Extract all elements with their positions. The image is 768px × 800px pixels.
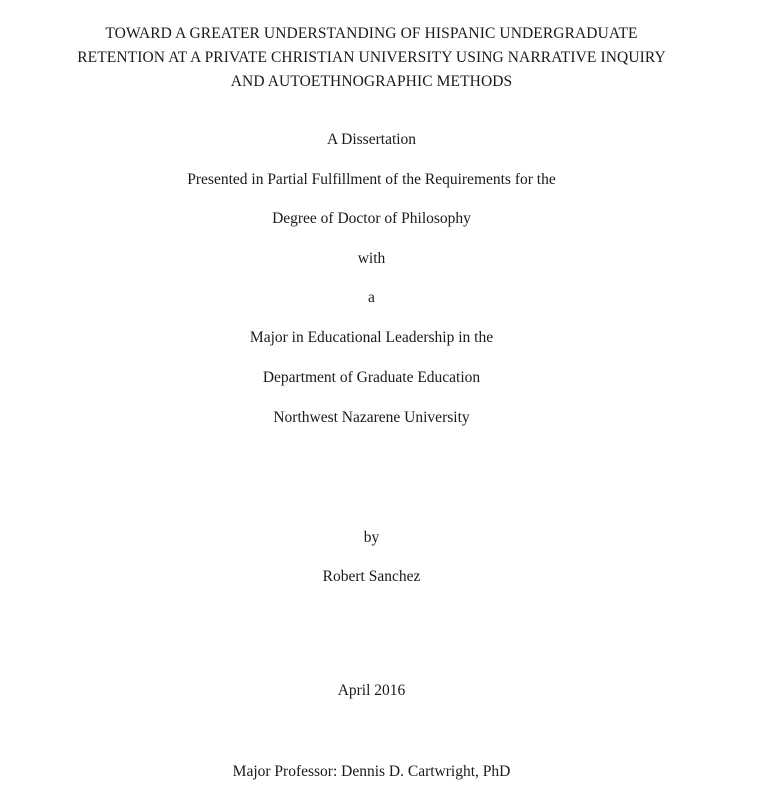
submission-date: April 2016 — [337, 682, 406, 699]
university-name: Northwest Nazarene University — [273, 409, 470, 426]
department-line: Department of Graduate Education — [262, 369, 481, 386]
title-line-2: RETENTION AT A PRIVATE CHRISTIAN UNIVERSITY USING NARRATIVE INQUIRY — [77, 49, 666, 66]
title-line-1: TOWARD A GREATER UNDERSTANDING OF HISPANIC UNDERGRADUATE — [105, 25, 638, 42]
presented-line: Presented in Partial Fulfillment of the Requirements for the — [187, 171, 556, 188]
with-word: with — [357, 250, 386, 267]
author-name: Robert Sanchez — [322, 568, 421, 585]
degree-line: Degree of Doctor of Philosophy — [272, 210, 471, 227]
major-line: Major in Educational Leadership in the — [249, 329, 494, 346]
a-word: a — [368, 289, 375, 306]
by-word: by — [363, 529, 380, 546]
title-line-3: AND AUTOETHNOGRAPHIC METHODS — [230, 73, 513, 90]
document-type: A Dissertation — [326, 131, 417, 148]
major-professor: Major Professor: Dennis D. Cartwright, PhD — [232, 763, 511, 780]
